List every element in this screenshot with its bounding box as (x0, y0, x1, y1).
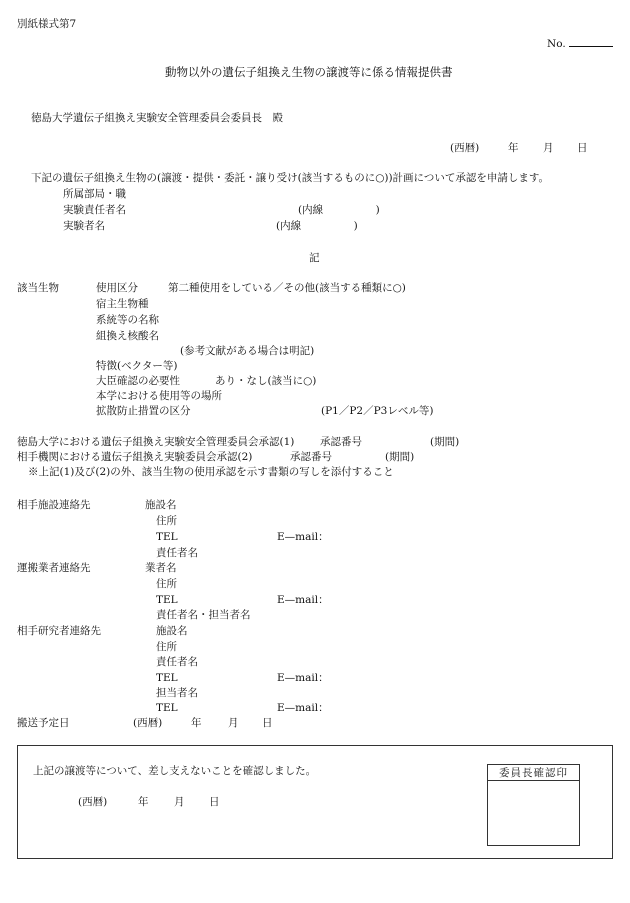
partner-facility-tel-label: TEL (156, 531, 178, 543)
organism-section-label: 該当生物 (17, 282, 59, 294)
containment-label: 拡散防止措置の区分 (96, 405, 191, 417)
containment-value: (P1／P2／P3レベル等) (321, 405, 434, 417)
application-statement: 下記の遺伝子組換え生物の(譲渡・提供・委託・譲り受け(該当するものに○))計画について承認を申請します。 (31, 172, 549, 184)
carrier-name-label: 業者名 (145, 562, 177, 574)
partner-researcher-staff-label: 担当者名 (156, 687, 198, 699)
approval-note: ※上記(1)及び(2)の外、該当生物の使用承認を示す書類の写しを添付すること (28, 466, 394, 478)
host-label: 宿主生物種 (96, 298, 149, 310)
carrier-person-label: 責任者名・担当者名 (156, 609, 251, 621)
reference-note: (参考文献がある場合は明記) (180, 345, 315, 357)
ki-mark: 記 (309, 252, 320, 264)
nucleic-label: 組換え核酸名 (96, 330, 159, 342)
form-id: 別紙様式第7 (17, 18, 77, 30)
usage-value: 第二種使用をしている／その他(該当する種類に○) (168, 282, 406, 294)
confirmation-month: 月 (174, 796, 185, 808)
document-number-label: No. (547, 38, 566, 50)
confirmation-era: (西暦) (78, 796, 108, 808)
confirmation-year: 年 (138, 796, 149, 808)
partner-researcher-name-label: 施設名 (156, 625, 188, 637)
partner-facility-address-label: 住所 (156, 515, 177, 527)
document-number (547, 37, 613, 50)
document-title: 動物以外の遺伝子組換え生物の譲渡等に係る情報提供書 (165, 65, 453, 79)
partner-researcher-tel-label: TEL (156, 672, 178, 684)
experimenter-extension: (内線 ) (276, 220, 358, 232)
shipping-year: 年 (191, 717, 202, 729)
approval-1-number: 承認番号 (320, 436, 362, 448)
partner-researcher-email-label: E—mail： (277, 672, 329, 684)
carrier-address-label: 住所 (156, 578, 177, 590)
approval-2-number: 承認番号 (290, 451, 332, 463)
addressee: 徳島大学遺伝子組換え実験安全管理委員会委員長 殿 (31, 112, 283, 124)
carrier-email-label: E—mail： (277, 594, 329, 606)
approval-2-label: 相手機関における遺伝子組換え実験委員会承認(2) (17, 451, 253, 463)
usage-label: 使用区分 (96, 282, 138, 294)
experimenter-label: 実験者名 (63, 220, 105, 232)
partner-facility-name-label: 施設名 (145, 499, 177, 511)
partner-researcher-address-label: 住所 (156, 641, 177, 653)
partner-researcher-tel2-label: TEL (156, 702, 178, 714)
carrier-tel-label: TEL (156, 594, 178, 606)
confirmation-text: 上記の譲渡等について、差し支えないことを確認しました。 (33, 765, 317, 777)
partner-researcher-email2-label: E—mail： (277, 702, 329, 714)
partner-facility-section-label: 相手施設連絡先 (17, 499, 91, 511)
strain-label: 系統等の名称 (96, 314, 159, 326)
partner-facility-email-label: E—mail： (277, 531, 329, 543)
minister-value: あり・なし(該当に○) (215, 375, 317, 387)
document-number-field[interactable] (569, 37, 613, 47)
partner-researcher-person-label: 責任者名 (156, 656, 198, 668)
dept-label: 所属部局・職 (63, 188, 126, 200)
partner-facility-person-label: 責任者名 (156, 547, 198, 559)
approval-1-period: (期間) (430, 436, 460, 448)
approval-1-label: 徳島大学における遺伝子組換え実験安全管理委員会承認(1) (17, 436, 295, 448)
chair-seal-box[interactable] (487, 764, 580, 846)
date-era: (西暦) (450, 142, 480, 154)
confirmation-day: 日 (209, 796, 220, 808)
shipping-day: 日 (262, 717, 273, 729)
place-label: 本学における使用等の場所 (96, 390, 222, 402)
minister-label: 大臣確認の必要性 (96, 375, 180, 387)
shipping-label: 搬送予定日 (17, 717, 70, 729)
approval-2-period: (期間) (385, 451, 415, 463)
date-year: 年 (508, 142, 519, 154)
responsible-label: 実験責任者名 (63, 204, 126, 216)
carrier-section-label: 運搬業者連絡先 (17, 562, 91, 574)
chair-seal-label: 委員長確認印 (488, 765, 579, 781)
feature-label: 特徴(ベクター等) (96, 360, 178, 372)
date-month: 月 (543, 142, 554, 154)
date-day: 日 (577, 142, 588, 154)
shipping-era: (西暦) (133, 717, 163, 729)
partner-researcher-section-label: 相手研究者連絡先 (17, 625, 101, 637)
shipping-month: 月 (228, 717, 239, 729)
responsible-extension: (内線 ) (298, 204, 380, 216)
